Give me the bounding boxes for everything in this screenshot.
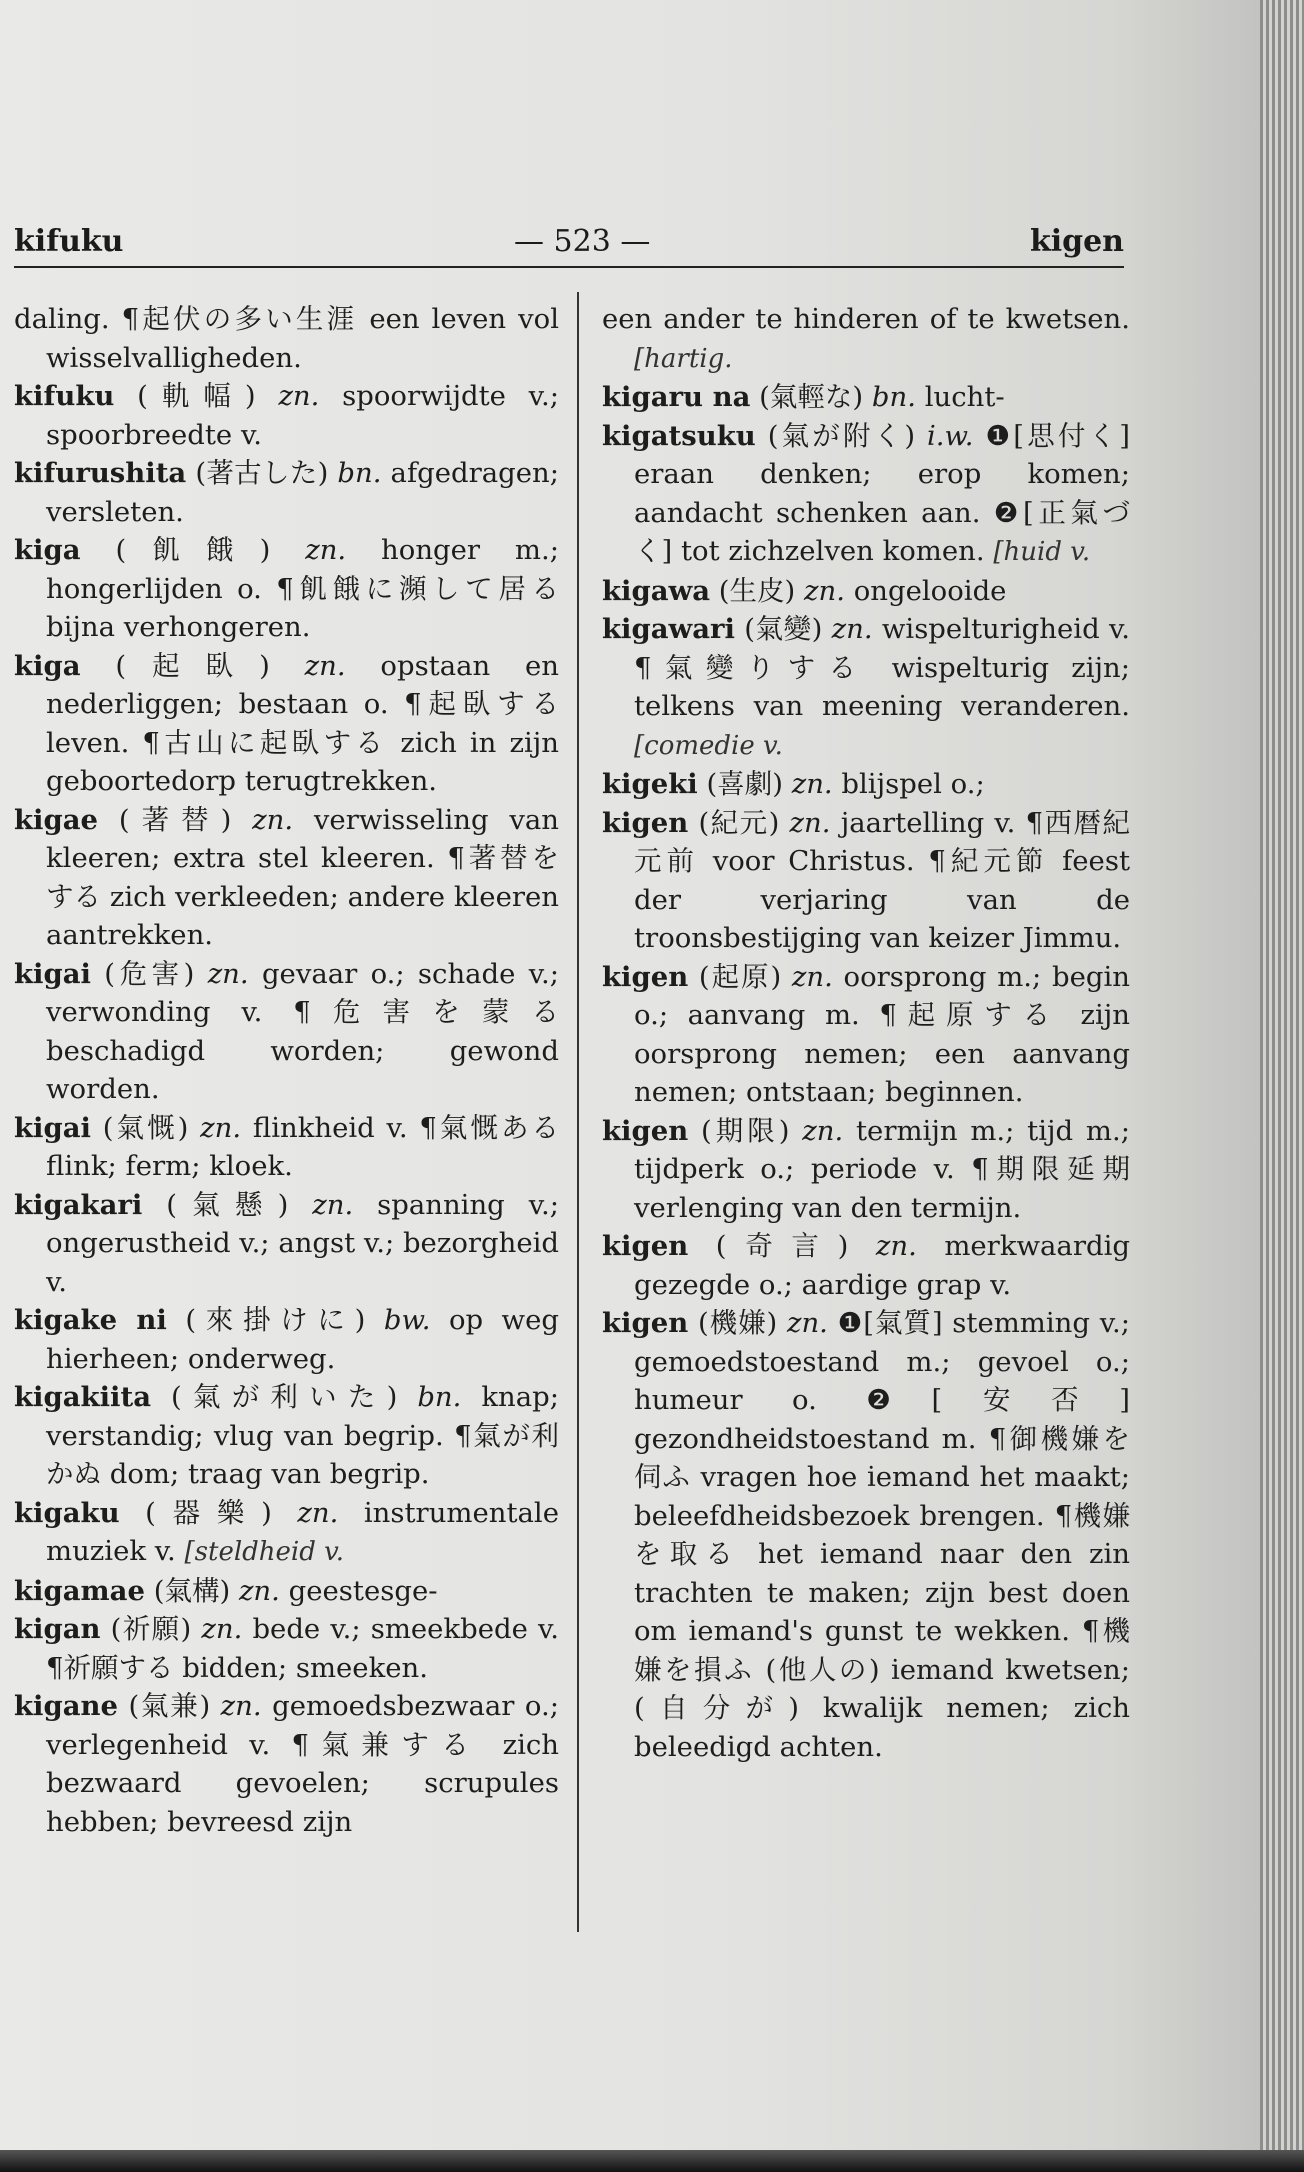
dictionary-entry [602, 1112, 1130, 1228]
entry-headword: kigawari [602, 613, 735, 645]
entry-kanji-reading: (氣輕な) [759, 381, 864, 413]
entry-part-of-speech: i.w. [926, 419, 974, 452]
dictionary-entry [14, 300, 559, 377]
entry-definition: merkwaardig gezegde o.; aardige grap v. [634, 1230, 1130, 1301]
dictionary-entry [14, 1610, 559, 1687]
entry-definition: wispelturigheid v. ¶氣變りする wispelturig zijn; telkens van meening veranderen. [634, 613, 1130, 722]
entry-definition: oorsprong m.; begin o.; aanvang m. ¶起原する zijn oorsprong nemen; een aanvang nemen; ontstaan; beginnen. [634, 960, 1130, 1108]
page-edge [1260, 0, 1304, 2172]
entry-headword: kigen [602, 1307, 689, 1339]
header-right-guideword: kigen [1029, 224, 1124, 259]
dictionary-entry [14, 1378, 559, 1494]
dictionary-entry [14, 531, 559, 647]
entry-part-of-speech: zn. [207, 957, 249, 990]
dictionary-entry [14, 955, 559, 1109]
entry-definition: op weg hierheen; onderweg. [46, 1304, 559, 1375]
entry-headword: kigen [602, 960, 689, 993]
entry-kanji-reading: (祈願) [110, 1613, 192, 1645]
dictionary-entry [602, 804, 1130, 958]
dictionary-entry [602, 958, 1130, 1112]
entry-kanji-reading: (生皮) [718, 574, 796, 607]
dictionary-entry [602, 765, 1130, 804]
entry-part-of-speech: zn. [220, 1690, 262, 1722]
entry-definition: spoorwijdte v.; spoorbreedte v. [46, 380, 559, 451]
entry-headword: kigaru na [602, 381, 751, 413]
entry-part-of-speech: zn. [297, 1496, 339, 1529]
entry-kanji-reading: (氣懸) [166, 1188, 289, 1221]
entry-part-of-speech: zn. [789, 806, 831, 839]
entry-kanji-reading: (氣慨) [102, 1111, 189, 1144]
dictionary-entry [602, 572, 1130, 611]
entry-kanji-reading: (機嫌) [697, 1307, 778, 1339]
bottom-shadow [0, 2150, 1304, 2172]
entry-headword: kigamae [14, 1574, 145, 1607]
entry-definition: flinkheid v. ¶氣慨ある flink; ferm; kloek. [46, 1111, 559, 1182]
entry-part-of-speech: zn. [252, 803, 294, 836]
entry-kanji-reading: (氣兼) [128, 1690, 211, 1722]
entry-overflow-note: [hartig. [634, 343, 733, 374]
entry-part-of-speech: zn. [791, 960, 833, 993]
entry-definition: ongelooide [853, 574, 1007, 607]
entry-part-of-speech: zn. [786, 1307, 828, 1339]
entry-part-of-speech: zn. [238, 1574, 280, 1607]
entry-part-of-speech: zn. [875, 1230, 917, 1262]
entry-headword: kigen [602, 806, 689, 839]
dictionary-entry [602, 417, 1130, 572]
entry-kanji-reading: (軌幅) [137, 380, 256, 412]
entry-definition: gemoedsbezwaar o.; verlegenheid v. ¶氣兼する zich bezwaard gevoelen; scrupules hebben; bevreesd zijn [46, 1690, 560, 1838]
entry-part-of-speech: zn. [791, 768, 833, 800]
entry-headword: kigen [602, 1230, 689, 1262]
entry-headword: kigae [14, 803, 99, 836]
page-number: — 523 — [514, 224, 651, 259]
entry-headword: kigen [602, 1114, 689, 1147]
entry-headword: kigatsuku [602, 419, 756, 452]
dictionary-entry [14, 647, 559, 801]
entry-definition: ❶[氣質] stemming v.; gemoedstoestand m.; gevoel o.; humeur o. ❷[安否] gezondheidstoestand m. ¶御機嫌を伺ふ vragen hoe iemand het maakt; beleefdheidsbezoek brengen. ¶機嫌を取る het iemand naar den zin trachten te maken; zijn best doen om iemand's gunst te wekken. ¶機嫌を損ふ (他人の) iemand kwetsen; (自分が) kwalijk nemen; zich beleedigd achten. [634, 1307, 1130, 1763]
entry-overflow-note: [steldheid v. [184, 1537, 345, 1567]
dictionary-entry [602, 1304, 1130, 1766]
entry-definition: ❶[思付く] eraan denken; erop komen; aandacht schenken aan. ❷[正氣づく] tot zichzelven komen. [634, 419, 1130, 567]
entry-part-of-speech: bn. [417, 1381, 462, 1413]
entry-part-of-speech: zn. [201, 1613, 243, 1645]
entry-kanji-reading: (喜劇) [706, 768, 783, 800]
entry-part-of-speech: bn. [871, 381, 916, 413]
entry-headword: kigan [14, 1613, 101, 1645]
entry-definition: opstaan en nederliggen; bestaan o. ¶起臥する leven. ¶古山に起臥する zich in zijn geboortedorp terugtrekken. [46, 649, 559, 797]
entry-kanji-reading: (紀元) [698, 806, 780, 839]
entry-definition: geestesge- [288, 1574, 438, 1607]
entry-headword: kiga [14, 534, 81, 566]
entry-headword: kifurushita [14, 457, 187, 489]
entry-definition: bede v.; smeekbede v. ¶祈願する bidden; smeeken. [46, 1613, 560, 1684]
entry-kanji-reading: (著替) [118, 803, 232, 836]
running-head [14, 222, 1124, 268]
entry-kanji-reading: (奇言) [715, 1230, 849, 1262]
entry-headword: kigai [14, 1111, 91, 1144]
dictionary-entry [14, 377, 559, 454]
entry-definition: verwisseling van kleeren; extra stel kleeren. ¶著替をする zich verkleeden; andere kleeren aantrekken. [46, 803, 559, 951]
column-divider [577, 292, 579, 1932]
entry-headword: kigai [14, 957, 91, 990]
dictionary-entry [602, 1227, 1130, 1304]
left-column [14, 300, 559, 1841]
entry-definition: jaartelling v. ¶西暦紀元前 voor Christus. ¶紀元節 feest der verjaring van de troonsbestijging van keizer Jimmu. [634, 806, 1131, 954]
entry-headword: kigane [14, 1690, 119, 1722]
dictionary-entry [14, 1572, 559, 1611]
entry-definition: knap; verstandig; vlug van begrip. ¶氣が利かぬ dom; traag van begrip. [46, 1381, 560, 1490]
entry-definition: daling. ¶起伏の多い生涯 een leven vol wisselvalligheden. [14, 303, 559, 374]
dictionary-entry [14, 1687, 559, 1841]
entry-kanji-reading: (起原) [698, 960, 782, 993]
entry-definition: honger m.; hongerlijden o. ¶飢餓に瀕して居る bijna verhongeren. [46, 534, 560, 643]
entry-kanji-reading: (氣が附く) [767, 419, 916, 452]
entry-headword: kigakiita [14, 1381, 152, 1413]
entry-kanji-reading: (氣變) [744, 613, 823, 645]
right-column [602, 300, 1130, 1766]
entry-part-of-speech: zn. [304, 649, 346, 682]
entry-kanji-reading: (著古した) [195, 457, 329, 489]
entry-headword: kigakari [14, 1188, 143, 1221]
entry-kanji-reading: (氣が利いた) [171, 1381, 398, 1413]
entry-definition: afgedragen; versleten. [46, 457, 559, 528]
entry-kanji-reading: (期限) [701, 1114, 790, 1147]
entry-part-of-speech: zn. [802, 1114, 844, 1147]
entry-headword: kigake ni [14, 1304, 167, 1336]
dictionary-entry [14, 454, 559, 531]
entry-definition: een ander te hinderen of te kwetsen. [602, 303, 1130, 335]
dictionary-entry [14, 1494, 559, 1572]
entry-definition: gevaar o.; schade v.; verwonding v. ¶危害を蒙る beschadigd worden; gewond worden. [46, 957, 560, 1105]
entry-part-of-speech: bn. [337, 457, 382, 489]
dictionary-entry [602, 300, 1130, 378]
entry-headword: kigawa [602, 574, 711, 607]
entry-definition: blijspel o.; [841, 768, 985, 800]
entry-kanji-reading: (氣構) [153, 1574, 231, 1607]
dictionary-entry [14, 801, 559, 955]
entry-kanji-reading: (來掛けに) [185, 1304, 366, 1336]
entry-overflow-note: [huid v. [993, 537, 1091, 567]
dictionary-entry [602, 610, 1130, 765]
entry-kanji-reading: (飢餓) [115, 534, 271, 566]
dictionary-entry [14, 1186, 559, 1302]
entry-kanji-reading: (危害) [104, 957, 195, 990]
entry-part-of-speech: zn. [278, 380, 320, 412]
entry-headword: kigaku [14, 1496, 120, 1529]
entry-definition: instrumentale muziek v. [46, 1496, 559, 1567]
entry-definition: termijn m.; tijd m.; tijdperk o.; periode v. ¶期限延期 verlenging van den termijn. [634, 1114, 1130, 1224]
entry-definition: spanning v.; ongerustheid v.; angst v.; bezorgheid v. [46, 1188, 560, 1298]
entry-part-of-speech: zn. [312, 1188, 354, 1221]
entry-part-of-speech: bw. [383, 1304, 431, 1336]
entry-part-of-speech: zn. [200, 1111, 242, 1144]
dictionary-entry [14, 1301, 559, 1378]
entry-headword: kifuku [14, 380, 115, 412]
entry-definition: lucht- [924, 381, 1005, 413]
entry-part-of-speech: zn. [831, 613, 873, 645]
dictionary-entry [602, 378, 1130, 417]
entry-kanji-reading: (起臥) [115, 649, 270, 682]
entry-part-of-speech: zn. [804, 574, 845, 607]
entry-overflow-note: [comedie v. [634, 730, 783, 761]
header-left-guideword: kifuku [14, 224, 124, 259]
entry-kanji-reading: (器樂) [145, 1496, 272, 1529]
entry-headword: kiga [14, 649, 81, 682]
entry-headword: kigeki [602, 768, 698, 800]
entry-part-of-speech: zn. [305, 534, 347, 566]
dictionary-entry [14, 1109, 559, 1186]
